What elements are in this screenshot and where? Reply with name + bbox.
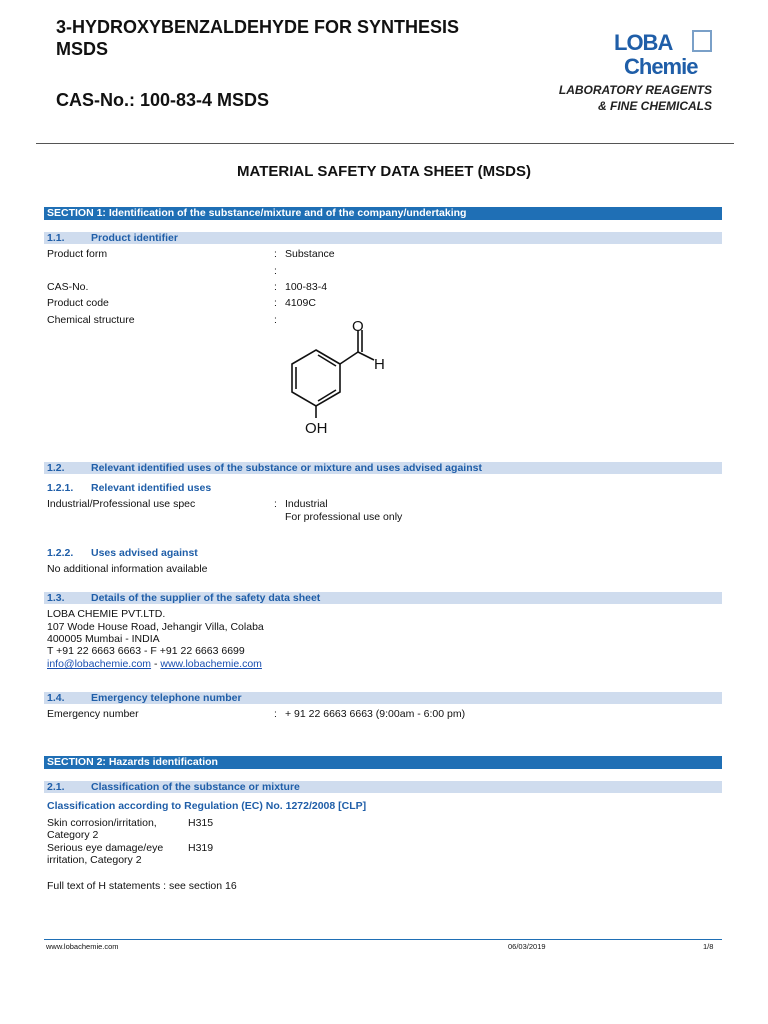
subsection-title: Product identifier <box>91 232 178 244</box>
supplier-address-line1: 107 Wode House Road, Jehangir Villa, Colaba <box>47 621 264 633</box>
clp-classification-heading: Classification according to Regulation (EC) No. 1272/2008 [CLP] <box>47 800 367 812</box>
footer-page: 1/8 <box>703 942 714 951</box>
aldehyde-bond <box>340 352 358 364</box>
hazard-code-2: H319 <box>188 842 214 854</box>
tagline-line2: & FINE CHEMICALS <box>598 99 712 113</box>
msds-title: MATERIAL SAFETY DATA SHEET (MSDS) <box>237 163 531 180</box>
subsection-number: 1.4. <box>47 692 65 704</box>
supplier-website-link[interactable]: www.lobachemie.com <box>160 658 262 670</box>
field-value-cas: 100-83-4 <box>285 281 328 293</box>
hazard-class-1-line1: Skin corrosion/irritation, <box>47 817 157 829</box>
field-label-cas: CAS-No. <box>47 281 89 293</box>
field-label-emergency: Emergency number <box>47 708 139 720</box>
subsection-number: 1.2.1. <box>47 482 74 494</box>
contact-separator: - <box>151 658 161 670</box>
logo-text-chemie: Chemie <box>624 54 698 79</box>
cas-title: CAS-No.: 100-83-4 MSDS <box>56 90 270 110</box>
section1-heading: SECTION 1: Identification of the substance/mixture and of the company/undertaking <box>44 207 722 220</box>
logo-text-loba: LOBA <box>614 30 673 55</box>
section2-heading: SECTION 2: Hazards identification <box>44 756 722 769</box>
header-divider <box>36 143 734 144</box>
hazard-code-1: H315 <box>188 817 214 829</box>
subsection-title: Details of the supplier of the safety data sheet <box>91 592 321 604</box>
subsection-1-4-bar <box>44 692 722 704</box>
tagline <box>559 82 712 114</box>
hydroxyl-label: OH <box>305 420 328 437</box>
supplier-contact-line <box>47 658 262 671</box>
hazard-class-2-line1: Serious eye damage/eye <box>47 842 164 854</box>
subsection-1-3-bar <box>44 592 722 604</box>
footer-website: www.lobachemie.com <box>46 942 119 951</box>
field-label-chemical-structure: Chemical structure <box>47 314 135 326</box>
subsection-title: Classification of the substance or mixture <box>91 781 300 793</box>
full-text-note: Full text of H statements : see section 16 <box>47 880 237 892</box>
subsection-title: Relevant identified uses <box>91 482 212 494</box>
document-title: 3-HYDROXYBENZALDEHYDE FOR SYNTHESIS MSDS <box>56 17 460 59</box>
supplier-phone: T +91 22 6663 6663 - F +91 22 6663 6699 <box>47 645 245 657</box>
hazard-class-1-line2: Category 2 <box>47 829 99 841</box>
subsection-number: 2.1. <box>47 781 65 793</box>
subsection-number: 1.3. <box>47 592 65 604</box>
hazard-class-2-line2: irritation, Category 2 <box>47 854 142 866</box>
subsection-1-2-1-heading <box>47 482 211 495</box>
field-value-emergency: + 91 22 6663 6663 (9:00am - 6:00 pm) <box>285 708 466 720</box>
chemical-structure-diagram <box>276 314 396 438</box>
subsection-number: 1.2.2. <box>47 547 74 559</box>
hydrogen-label: H <box>374 356 385 373</box>
field-value-product-code: 4109C <box>285 297 316 309</box>
subsection-1-1-bar <box>44 232 722 244</box>
tagline-line1: LABORATORY REAGENTS <box>558 83 712 97</box>
oxygen-label: O <box>352 318 364 335</box>
logo-mark-icon <box>692 30 712 52</box>
subsection-number: 1.2. <box>47 462 65 474</box>
advised-against-text: No additional information available <box>47 563 208 575</box>
field-value-use-1: Industrial <box>285 498 328 510</box>
aldehyde-h-bond <box>358 352 374 360</box>
supplier-company: LOBA CHEMIE PVT.LTD. <box>47 608 166 620</box>
subsection-1-2-bar <box>44 462 722 474</box>
subsection-number: 1.1. <box>47 232 65 244</box>
subsection-title: Relevant identified uses of the substance or mixture and uses advised against <box>91 462 482 474</box>
footer-divider <box>44 939 722 940</box>
subsection-1-2-2-heading <box>47 547 198 560</box>
subsection-title: Emergency telephone number <box>91 692 242 704</box>
supplier-email-link[interactable]: info@lobachemie.com <box>47 658 152 670</box>
field-value-use-2: For professional use only <box>285 511 403 523</box>
field-value-product-form: Substance <box>285 248 335 260</box>
field-label-product-form: Product form <box>47 248 108 260</box>
field-label-use: Industrial/Professional use spec <box>47 498 196 510</box>
loba-chemie-logo <box>610 26 720 82</box>
supplier-address-line2: 400005 Mumbai - INDIA <box>47 633 160 645</box>
field-label-product-code: Product code <box>47 297 109 309</box>
subsection-2-1-bar <box>44 781 722 793</box>
benzene-ring <box>292 350 340 406</box>
subsection-title: Uses advised against <box>91 547 198 559</box>
footer-date: 06/03/2019 <box>508 942 546 951</box>
